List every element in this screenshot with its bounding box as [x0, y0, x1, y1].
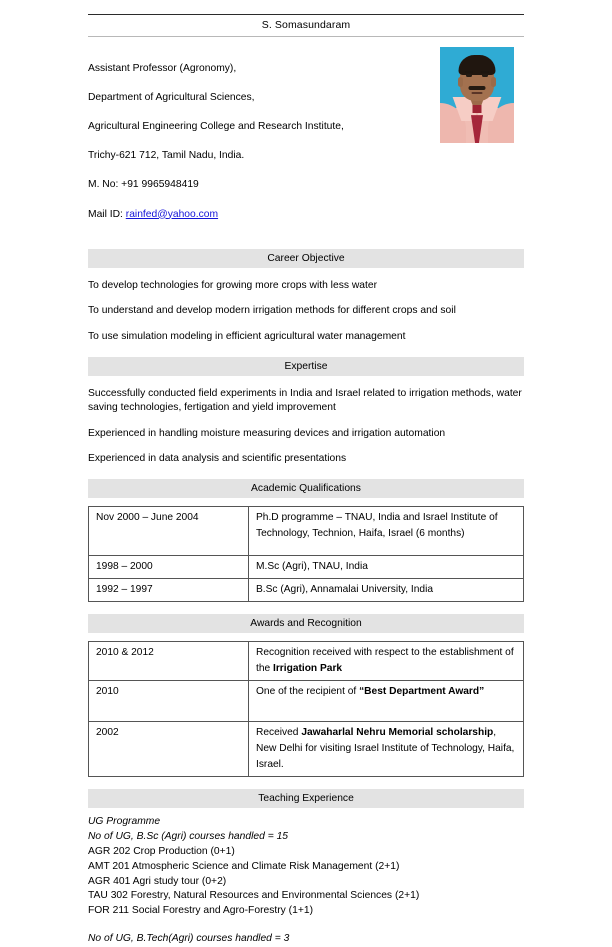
career-objective-item: To develop technologies for growing more crops with less water [88, 279, 378, 291]
photo-eyebrow-right [481, 71, 489, 73]
table-row [89, 555, 524, 578]
teaching-btech-count: No of UG, B.Tech(Agri) courses handled = 3 [88, 933, 290, 945]
photo-moustache [469, 86, 486, 90]
photo-tie-knot [473, 105, 482, 113]
teaching-course: AGR 401 Agri study tour (0+2) [88, 875, 227, 887]
teaching-course: FOR 211 Social Forestry and Agro-Forestry (1+1) [88, 905, 313, 917]
contact-lines [88, 47, 344, 237]
expertise-item: Experienced in data analysis and scientific presentations [88, 453, 347, 465]
qualification-detail: B.Sc (Agri), Annamalai University, India [249, 578, 524, 601]
award-detail-bold: Jawaharlal Nehru Memorial scholarship [301, 726, 494, 738]
section-header-expertise: Expertise [88, 357, 524, 376]
photo-mouth [472, 92, 483, 94]
contact-phone: M. No: +91 9965948419 [88, 179, 199, 191]
photo-eyebrow-left [465, 71, 473, 73]
section-header-teaching-experience: Teaching Experience [88, 789, 524, 808]
section-header-career-objective: Career Objective [88, 249, 524, 268]
award-detail [249, 641, 524, 680]
teaching-ug-heading: UG Programme [88, 815, 161, 827]
contact-line: Assistant Professor (Agronomy), [88, 62, 237, 74]
award-year: 2002 [89, 721, 249, 776]
award-detail-pre: Received [256, 726, 302, 738]
academic-qualifications-table [88, 506, 524, 602]
email-link[interactable]: rainfed@yahoo.com [125, 208, 219, 220]
photo-ear-right [491, 77, 496, 87]
table-row [89, 506, 524, 555]
awards-table [88, 641, 524, 777]
award-detail [249, 680, 524, 721]
avatar [440, 47, 514, 143]
table-row [89, 721, 524, 776]
qualification-period: 1992 – 1997 [89, 578, 249, 601]
contact-line: Department of Agricultural Sciences, [88, 91, 255, 103]
teaching-block [88, 815, 524, 947]
award-detail [249, 721, 524, 776]
award-detail-pre: One of the recipient of [256, 685, 360, 697]
header-rule-bottom [88, 36, 524, 37]
expertise-item: Successfully conducted field experiments in India and Israel related to irrigation methods, water saving technologies, fertigation and yield improvement [88, 387, 522, 414]
mail-label: Mail ID: [88, 208, 126, 220]
career-objective-item: To understand and develop modern irrigation methods for different crops and soil [88, 305, 456, 317]
award-detail-bold: “Best Department Award” [359, 685, 485, 697]
section-header-awards: Awards and Recognition [88, 614, 524, 633]
award-detail-bold: Irrigation Park [273, 662, 343, 674]
contact-block [88, 47, 524, 237]
contact-line: Trichy-621 712, Tamil Nadu, India. [88, 150, 245, 162]
teaching-ug-count: No of UG, B.Sc (Agri) courses handled = 15 [88, 830, 289, 842]
teaching-spacer [88, 919, 524, 932]
award-year: 2010 [89, 680, 249, 721]
section-header-academic-qualifications: Academic Qualifications [88, 479, 524, 498]
resume-page [88, 0, 524, 947]
teaching-course: TAU 302 Forestry, Natural Resources and Environmental Sciences (2+1) [88, 890, 420, 902]
qualification-period: 1998 – 2000 [89, 555, 249, 578]
award-detail-pre: Recognition received with respect to the establishment of the [256, 646, 514, 674]
page-title: S. Somasundaram [261, 19, 351, 31]
teaching-course: AGR 202 Crop Production (0+1) [88, 845, 235, 857]
qualification-detail: M.Sc (Agri), TNAU, India [249, 555, 524, 578]
qualification-detail: Ph.D programme – TNAU, India and Israel Institute of Technology, Technion, Haifa, Israel (6 months) [249, 506, 524, 555]
award-detail-post: , New Delhi for visiting Israel Institute of Technology, Haifa, Israel. [256, 726, 515, 770]
career-objective-item: To use simulation modeling in efficient agricultural water management [88, 330, 406, 342]
table-row [89, 578, 524, 601]
photo-eye-left [466, 74, 472, 77]
expertise-item: Experienced in handling moisture measuring devices and irrigation automation [88, 427, 446, 439]
table-row [89, 641, 524, 680]
photo-ear-left [458, 77, 463, 87]
contact-mail-row [88, 208, 344, 223]
teaching-course: AMT 201 Atmospheric Science and Climate Risk Management (2+1) [88, 860, 400, 872]
contact-line: Agricultural Engineering College and Research Institute, [88, 120, 344, 132]
photo-eye-right [482, 74, 488, 77]
table-row [89, 680, 524, 721]
award-year: 2010 & 2012 [89, 641, 249, 680]
qualification-period: Nov 2000 – June 2004 [89, 506, 249, 555]
